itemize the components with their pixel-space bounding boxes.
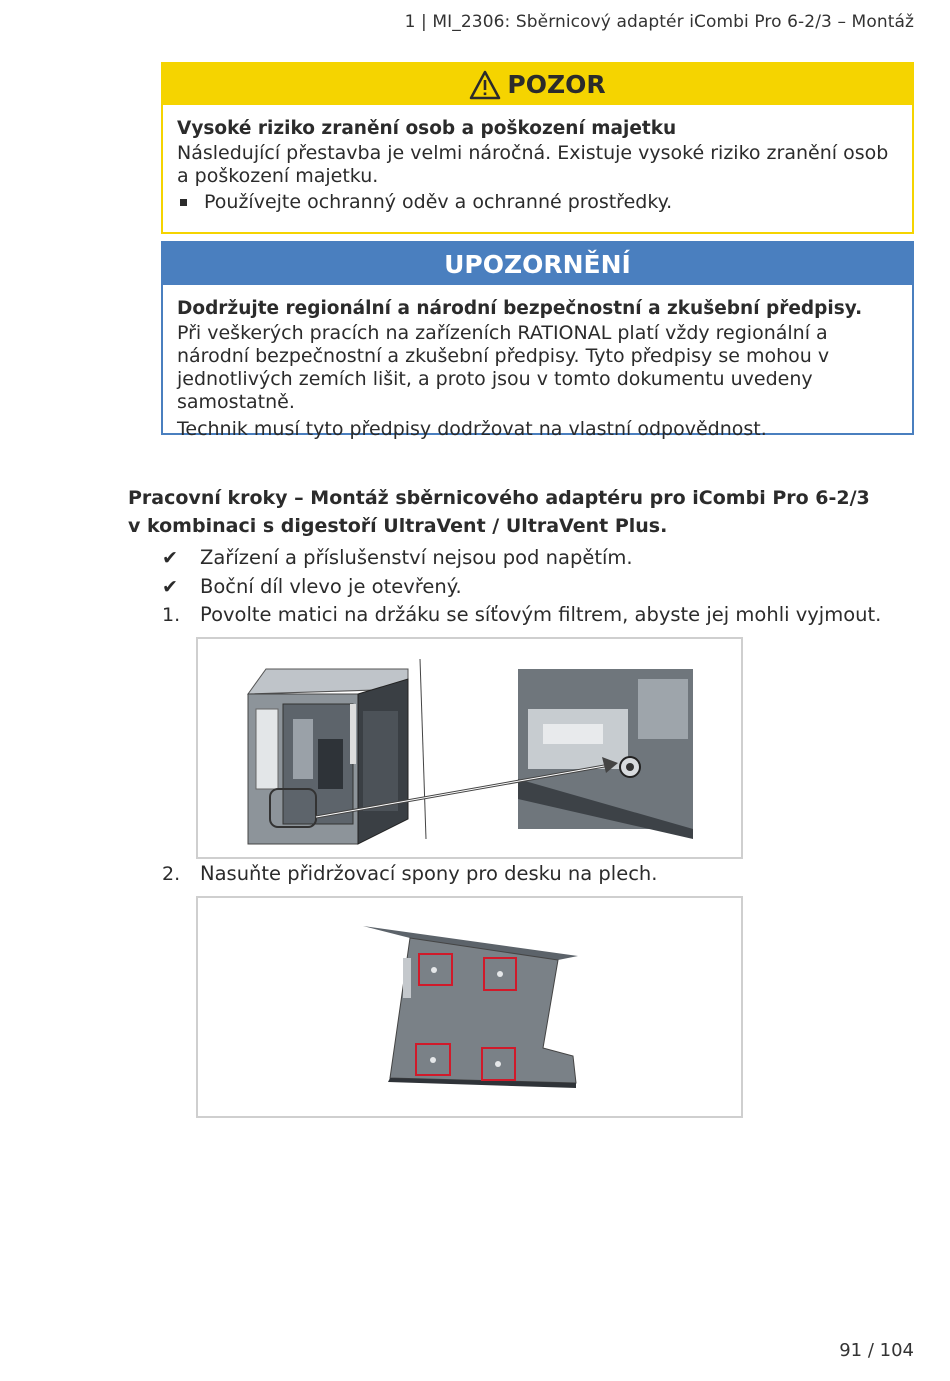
bullet-square-icon	[180, 199, 187, 206]
steps-title: Pracovní kroky – Montáž sběrnicového adaptéru pro iCombi Pro 6-2/3 v kombinaci s digestoří UltraVent / UltraVent Plus.	[128, 487, 870, 537]
bracket-illustration	[198, 898, 741, 1116]
step-number: 1.	[162, 603, 181, 626]
warning-subtitle: Vysoké riziko zranění osob a poškození majetku	[177, 118, 677, 139]
warning-bullet	[177, 191, 898, 214]
precondition-text: Zařízení a příslušenství nejsou pod napětím.	[200, 546, 633, 569]
checkmark-icon: ✔	[162, 546, 178, 569]
notice-title: UPOZORNĚNÍ	[444, 249, 631, 279]
notice-box	[161, 241, 914, 440]
warning-title-bar	[163, 64, 912, 105]
notice-text-1: Při veškerých pracích na zařízeních RATIONAL platí vždy regionální a národní bezpečnostní a zkušební předpisy. Tyto předpisy se mohou v jednotlivých zemích lišit, a proto jsou v tomto dokumentu uvedeny samostatně.	[177, 322, 830, 413]
notice-subtitle: Dodržujte regionální a národní bezpečnostní a zkušební předpisy.	[177, 298, 863, 319]
figure-step-1	[196, 637, 743, 859]
step-number: 2.	[162, 862, 181, 885]
device-illustration	[198, 639, 741, 857]
step-text: Nasuňte přidržovací spony pro desku na plech.	[200, 862, 658, 885]
warning-text: Následující přestavba je velmi náročná. Existuje vysoké riziko zranění osob a poškození majetku.	[177, 142, 889, 187]
figure-step-2	[196, 896, 743, 1118]
precondition-item	[162, 575, 462, 598]
step-item	[162, 862, 657, 885]
page-header: 1 | MI_2306: Sběrnicový adaptér iCombi Pro 6-2/3 – Montáž	[404, 12, 914, 32]
notice-title-bar	[163, 243, 912, 285]
page-number: 91 / 104	[839, 1340, 914, 1361]
precondition-item	[162, 546, 633, 569]
precondition-text: Boční díl vlevo je otevřený.	[200, 575, 462, 598]
notice-text-2: Technik musí tyto předpisy dodržovat na vlastní odpovědnost.	[177, 418, 767, 440]
warning-bullet-text: Používejte ochranný oděv a ochranné prostředky.	[204, 191, 673, 213]
step-item	[162, 603, 881, 626]
checkmark-icon: ✔	[162, 575, 178, 598]
step-text: Povolte matici na držáku se síťovým filtrem, abyste jej mohli vyjmout.	[200, 603, 882, 626]
warning-title: POZOR	[507, 70, 606, 99]
warning-triangle-icon	[469, 70, 501, 100]
warning-box	[161, 62, 914, 234]
